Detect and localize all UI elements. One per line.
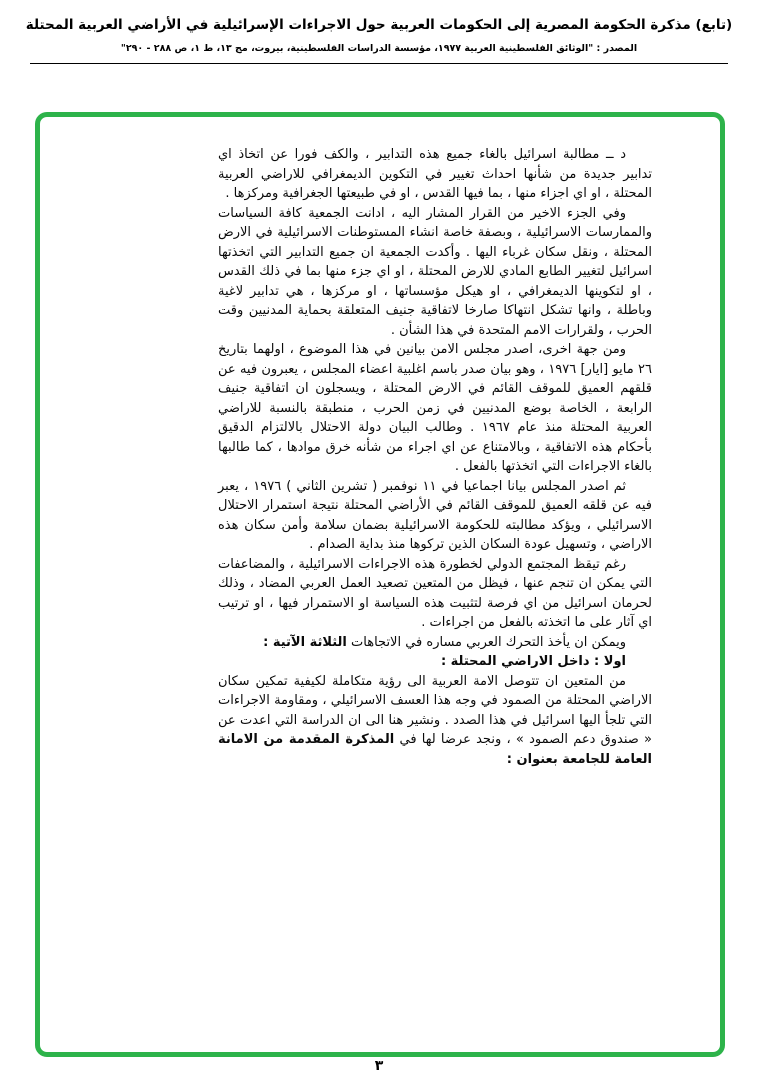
paragraph-d-clause: د ــ مطالبة اسرائيل بالغاء جميع هذه التدابير ، والكف فورا عن اتخاذ اي تدابير جديدة من شأنها احداث تغيير في التكوين الديمغرافي للاراضي العربية المحتلة ، او اي اجزاء منها ، بما فيها القدس ، او في طبيعتها الجغرافية ومركزها .	[218, 147, 652, 201]
directions-intro-text: ويمكن ان يأخذ التحرك العربي مساره في الاتجاهات	[351, 634, 626, 650]
content-frame	[35, 112, 725, 1057]
paragraph-three-directions-intro	[218, 633, 652, 653]
paragraph-inside-occupied-territories	[218, 672, 652, 770]
body-text-column	[218, 145, 652, 769]
section-heading-first: اولا : داخل الاراضي المحتلة :	[440, 654, 626, 669]
page-number: ٣	[374, 1058, 384, 1074]
paragraph-security-council-statement-2: ثم اصدر المجلس بيانا اجماعيا في ١١ نوفمبر ( تشرين الثاني ) ١٩٧٦ ، يعبر فيه عن قلقه العميق للموقف القائم في الأراضي المحتلة نتيجة استمرار الاحتلال الاسرائيلي ، ويؤكد مطالبته للحكومة الاسرائيلية بضمان سلامة وأمن سكان هذه الاراضي ، وتسهيل عودة السكان الذين تركوها منذ بداية الصدام .	[218, 478, 652, 552]
closing-text: من المتعين ان تتوصل الامة العربية الى رؤية متكاملة لكيفية تمكين سكان الاراضي المحتلة من الصمود في وجه هذا العسف الاسرائيلي ، ومقاومة الاجراءات التي تلجأ اليها اسرائيل في هذا الصدد . ونشير هنا الى ان الدراسة التي اعدت عن « صندوق دعم الصمود » ، ونجد عرضا لها في	[218, 673, 652, 747]
document-title: (تابع) مذكرة الحكومة المصرية إلى الحكومات العربية حول الاجراءات الإسرائيلية في الأراضي العربية المحتلة	[25, 17, 733, 33]
directions-intro-bold: الثلاثة الآتية :	[263, 634, 347, 650]
paragraph-security-council-statement-1: ومن جهة اخرى، اصدر مجلس الامن بيانين في هذا الموضوع ، اولهما بتاريخ ٢٦ مايو [ايار] ١٩٧٦ ، وهو بيان صدر باسم اغلبية اعضاء المجلس ، يعبرون فيه عن قلقهم العميق للموقف القائم في الارض المحتلة ، ويسجلون ان اتفاقية جنيف الرابعة ، الخاصة بوضع المدنيين في زمن الحرب ، منطبقة بالنسبة للاراضي العربية المحتلة منذ عام ١٩٦٧ . وطالب البيان دولة الاحتلال بالالتزام الدقيق بأحكام هذه الاتفاقية ، وبالامتناع عن اي اجراء من شأنه خرق موادها ، كما طالبها بالغاء الاجراءات التي اتخذتها بالفعل .	[218, 342, 652, 474]
page-header	[0, 0, 758, 64]
header-divider	[30, 63, 728, 64]
paragraph-assembly-resolution: وفي الجزء الاخير من القرار المشار اليه ، ادانت الجمعية كافة السياسات والممارسات الاسرائيلية ، وبصفة خاصة انشاء المستوطنات الاسرائيلية في الارض المحتلة ، ونقل سكان غرباء اليها . وأكدت الجمعية ان جميع التدابير التي اتخذتها اسرائيل لتغيير الطابع المادي للارض المحتلة ، او اي جزء منها بما في ذلك القدس ، او لتكوينها الديمغرافي ، او هيكل مؤسساتها ، او مركزها ، هي تدابير لاغية وباطلة ، وانها تشكل انتهاكا صارخا لاتفاقية جنيف المتعلقة بحماية المدنيين وقت الحرب ، ولقرارات الامم المتحدة في هذا الشأن .	[218, 205, 652, 338]
source-citation: المصدر : "الوثائق الفلسطينية العربية ١٩٧٧، مؤسسة الدراسات الفلسطينية، بيروت، مج ١٣، ط ١، ص ٢٨٨ - ٢٩٠"	[120, 43, 638, 55]
paragraph-arab-counteraction: رغم تيقظ المجتمع الدولي لخطورة هذه الاجراءات الاسرائيلية ، والمضاعفات التي يمكن ان تنجم عنها ، فيظل من المتعين تصعيد العمل العربي المضاد ، وذلك لحرمان اسرائيل من اي فرصة لتثبيت هذه السياسة او الاستمرار فيها ، او ترتيب اي آثار على ما اتخذته بالفعل من اجراءات .	[218, 556, 652, 630]
closing-bold: المذكرة المقدمة من الامانة العامة للجامعة بعنوان :	[218, 732, 652, 767]
